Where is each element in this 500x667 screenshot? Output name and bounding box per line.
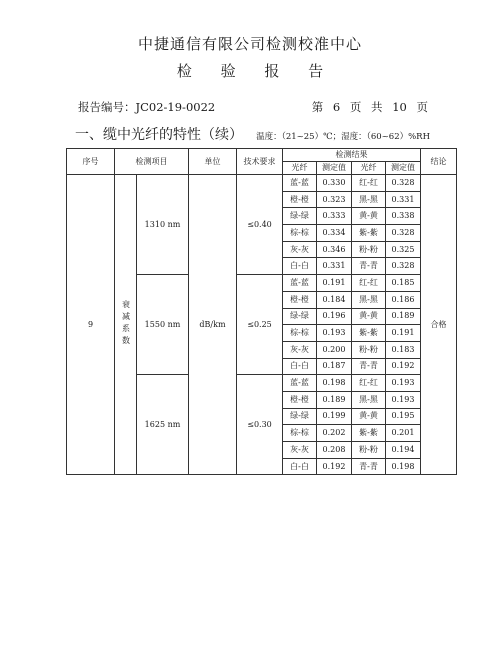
fiber-cell: 棕-棕 [283,425,317,442]
fiber-cell: 棕-棕 [283,325,317,342]
value-cell: 0.328 [386,175,421,192]
fiber-cell: 紫-紫 [352,225,386,242]
fiber-cell: 青-青 [352,458,386,475]
table-row [67,175,457,192]
requirement-cell: ≤0.40 [237,175,283,275]
fiber-cell: 蓝-蓝 [283,375,317,392]
fiber-cell: 青-青 [352,258,386,275]
value-cell: 0.333 [317,208,352,225]
fiber-cell: 紫-紫 [352,325,386,342]
value-cell: 0.334 [317,225,352,242]
value-cell: 0.192 [317,458,352,475]
value-cell: 0.194 [386,442,421,459]
fiber-cell: 橙-橙 [283,391,317,408]
value-cell: 0.183 [386,341,421,358]
fiber-cell: 粉-粉 [352,341,386,358]
value-cell: 0.193 [386,391,421,408]
value-cell: 0.191 [386,325,421,342]
value-cell: 0.330 [317,175,352,192]
value-cell: 0.325 [386,241,421,258]
fiber-cell: 蓝-蓝 [283,275,317,292]
organization-name: 中捷通信有限公司检测校准中心 [137,35,362,53]
header-item: 检测项目 [115,149,189,175]
fiber-cell: 黑-黑 [352,191,386,208]
report-title: 检 验 报 告 [176,62,336,80]
fiber-cell: 黄-黄 [352,308,386,325]
fiber-cell: 黑-黑 [352,391,386,408]
page-info: 第 6 页 共 10 页 [311,100,428,114]
fiber-cell: 灰-灰 [283,442,317,459]
fiber-cell: 绿-绿 [283,408,317,425]
fiber-cell: 橙-橙 [283,191,317,208]
fiber-cell: 灰-灰 [283,241,317,258]
fiber-cell: 青-青 [352,358,386,375]
fiber-cell: 黄-黄 [352,408,386,425]
value-cell: 0.202 [317,425,352,442]
value-cell: 0.328 [386,225,421,242]
item-label: 衰减系数 [121,299,131,348]
header-measured-1: 测定值 [317,162,352,175]
value-cell: 0.201 [386,425,421,442]
requirement-cell: ≤0.30 [237,375,283,475]
value-cell: 0.195 [386,408,421,425]
value-cell: 0.331 [317,258,352,275]
fiber-cell: 蓝-蓝 [283,175,317,192]
value-cell: 0.323 [317,191,352,208]
header-unit: 单位 [189,149,237,175]
value-cell: 0.193 [317,325,352,342]
value-cell: 0.198 [317,375,352,392]
attenuation-table [66,148,457,475]
value-cell: 0.193 [386,375,421,392]
header-fiber-1: 光纤 [283,162,317,175]
value-cell: 0.186 [386,291,421,308]
header-fiber-2: 光纤 [352,162,386,175]
unit-cell: dB/km [189,175,237,475]
fiber-cell: 黑-黑 [352,291,386,308]
item-cell [115,175,137,475]
wavelength-cell: 1625 nm [137,375,189,475]
fiber-cell: 红-红 [352,275,386,292]
fiber-cell: 白-白 [283,358,317,375]
value-cell: 0.208 [317,442,352,459]
value-cell: 0.191 [317,275,352,292]
header-conclusion: 结论 [421,149,457,175]
header-measured-2: 测定值 [386,162,421,175]
fiber-cell: 红-红 [352,175,386,192]
value-cell: 0.185 [386,275,421,292]
section-title: 一、缆中光纤的特性（续） [75,127,243,143]
fiber-cell: 粉-粉 [352,442,386,459]
fiber-cell: 白-白 [283,458,317,475]
value-cell: 0.331 [386,191,421,208]
value-cell: 0.187 [317,358,352,375]
seq-cell: 9 [67,175,115,475]
header-seq: 序号 [67,149,115,175]
fiber-cell: 紫-紫 [352,425,386,442]
test-conditions: 温度：（21~25）℃；湿度：（60~62）%RH [256,132,430,142]
value-cell: 0.328 [386,258,421,275]
fiber-cell: 棕-棕 [283,225,317,242]
fiber-cell: 灰-灰 [283,341,317,358]
value-cell: 0.198 [386,458,421,475]
fiber-cell: 白-白 [283,258,317,275]
value-cell: 0.189 [317,391,352,408]
fiber-cell: 绿-绿 [283,208,317,225]
report-number: 报告编号：JC02-19-0022 [78,100,216,114]
wavelength-cell: 1310 nm [137,175,189,275]
wavelength-cell: 1550 nm [137,275,189,375]
value-cell: 0.184 [317,291,352,308]
value-cell: 0.338 [386,208,421,225]
value-cell: 0.196 [317,308,352,325]
value-cell: 0.346 [317,241,352,258]
table-header-row [67,149,457,162]
value-cell: 0.189 [386,308,421,325]
fiber-cell: 红-红 [352,375,386,392]
requirement-cell: ≤0.25 [237,275,283,375]
fiber-cell: 绿-绿 [283,308,317,325]
fiber-cell: 粉-粉 [352,241,386,258]
value-cell: 0.200 [317,341,352,358]
value-cell: 0.199 [317,408,352,425]
header-results: 检测结果 [283,149,421,162]
header-requirement: 技术要求 [237,149,283,175]
fiber-cell: 橙-橙 [283,291,317,308]
conclusion-cell: 合格 [421,175,457,475]
fiber-cell: 黄-黄 [352,208,386,225]
value-cell: 0.192 [386,358,421,375]
